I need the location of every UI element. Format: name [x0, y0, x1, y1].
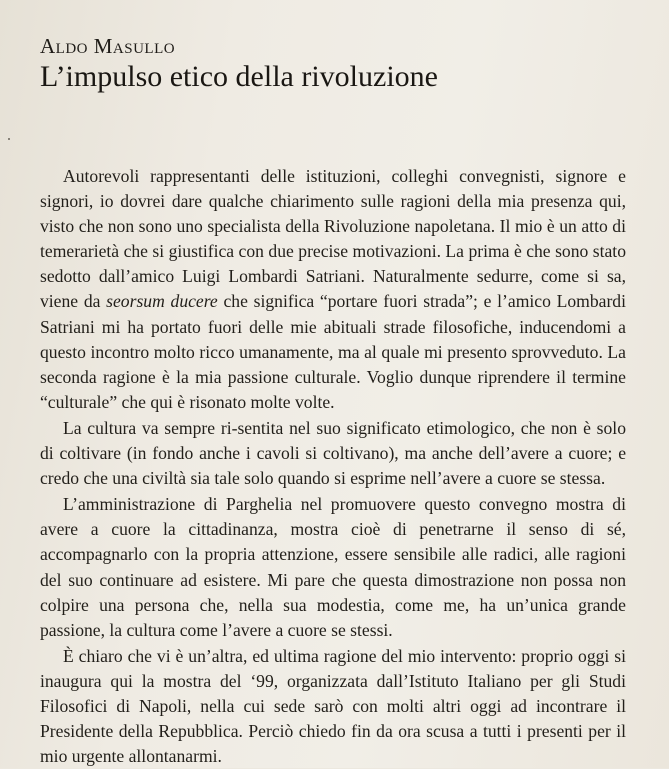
body-text	[40, 164, 626, 769]
paragraph-2: La cultura va sempre ri-sentita nel suo significato etimologico, che non è solo di coltivare (in fondo anche i cavoli si coltivano), ma anche dell’avere a cuore; e credo che una civiltà sia tale solo quando si esprime nell’avere a cuore se stessa.	[40, 417, 626, 489]
paragraph-4: È chiaro che vi è un’altra, ed ultima ragione del mio intervento: proprio oggi si inaugura qui la mostra del ‘99, organizzata dall’Istituto Italiano per gli Studi Filosofici di Napoli, nella cui sede sarò con molti altri oggi ad incontrare il Presidente della Repubblica. Perciò chiedo fin da ora scusa a tutti i presenti per il mio urgente allontanarmi.	[40, 645, 626, 767]
author-name: Aldo Masullo	[40, 34, 176, 58]
chapter-title: L’impulso etico della rivoluzione	[40, 60, 438, 93]
margin-speck	[8, 138, 10, 140]
paragraph-1	[40, 164, 626, 415]
paragraph-1-text-b: che significa “portare fuori strada”; e l’amico Lombardi Satriani mi ha portato fuori delle mie abituali strade filosofiche, inducendomi a questo incontro molto ricco umanamente, ma al quale mi presento sprovveduto. La seconda ragione è la mia passione culturale. Voglio dunque riprendere il termine “culturale” che qui è risonato molte volte.	[40, 291, 626, 412]
paragraph-3: L’amministrazione di Parghelia nel promuovere questo convegno mostra di avere a cuore la cittadinanza, mostra cioè di penetrarne il senso di sé, accompagnarlo con la propria attenzione, essere sensibile alle radici, alle ragioni del suo continuare ad esistere. Mi pare che questa dimostrazione non possa non colpire una persona che, nella sua modestia, come me, ha un’unica grande passione, la cultura come l’avere a cuore se stessi.	[40, 494, 626, 640]
latin-phrase: seorsum ducere	[106, 291, 218, 312]
paragraph-1-text-a: Autorevoli rappresentanti delle istituzioni, colleghi convegnisti, signore e signori, io dovrei dare qualche chiarimento sulle ragioni della mia presenza qui, visto che non sono uno specialista della Rivoluzione napoletana. Il mio è un atto di temerarietà che si giustifica con due precise motivazioni. La prima è che sono stato sedotto dall’amico Luigi Lombardi Satriani. Naturalmente sedurre, come si sa, viene da	[40, 166, 626, 312]
